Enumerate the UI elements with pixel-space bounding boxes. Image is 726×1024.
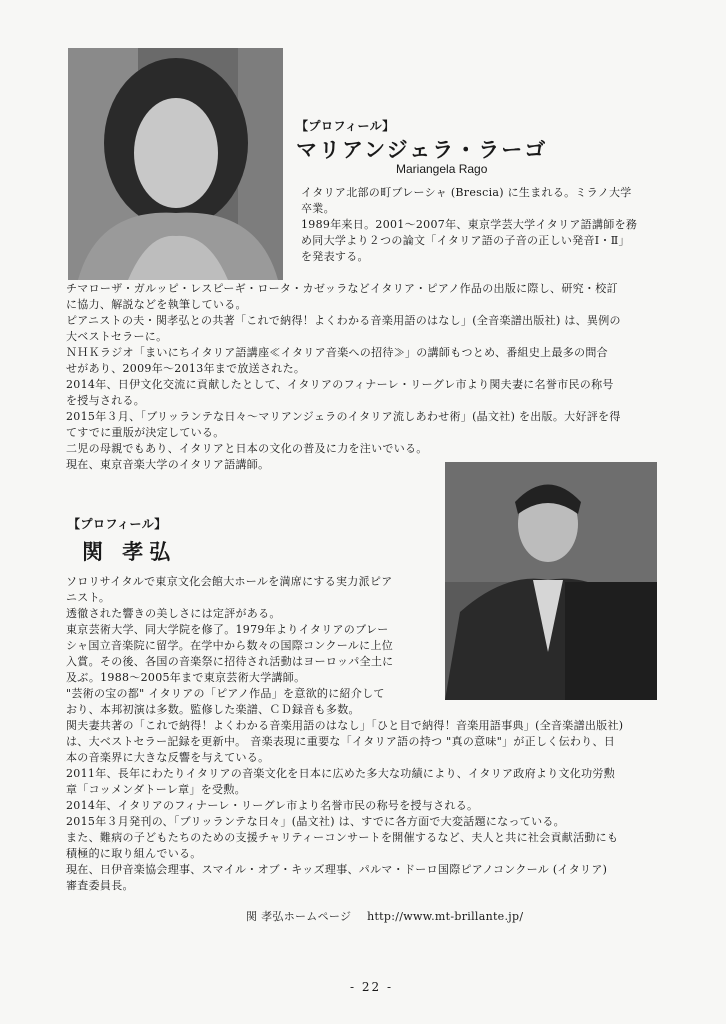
profile2-bio-short-line: ソロリサイタルで東京文化会館大ホールを満席にする実力派ピア [66, 575, 393, 588]
homepage-line [246, 908, 523, 924]
profile1-bio-long-line: せがあり、2009年〜2013年まで放送された。 [66, 362, 306, 375]
profile1-bio-long-line: チマローザ・ガルッピ・レスピーギ・ロータ・カゼッラなどイタリア・ピアノ作品の出版に際し、研究・校訂 [66, 282, 618, 295]
profile2-bio-long-line: 現在、日伊音楽協会理事、スマイル・オブ・キッズ理事、パルマ・ドーロ国際ピアノコンクール (イタリア) [66, 863, 608, 876]
profile2-bio-short-line: 透徹された響きの美しさには定評がある。 [66, 607, 281, 620]
profile1-bio-long-line: を授与される。 [66, 394, 146, 407]
profile2-bio-long-line: は、大ベストセラー記録を更新中。 音楽表現に重要な「イタリア語の持つ "真の意味"」が正しく伝わり、日 [66, 735, 616, 748]
profile1-bio-long-line: 大ベストセラーに。 [66, 330, 168, 343]
profile2-bio-short-line: 及ぶ。1988〜2005年まで東京芸術大学講師。 [66, 671, 306, 684]
profile1-bio-long-line: に協力、解説などを執筆している。 [66, 298, 247, 311]
profile2-bio-short-line: "芸術の宝の都" イタリアの「ピアノ作品」を意欲的に紹介して [66, 687, 385, 700]
profile2-bio-long-line: 2011年、長年にわたりイタリアの音楽文化を日本に広めた多大な功績により、イタリア政府より文化功労勲 [66, 767, 615, 780]
profile1-bio-long-line: 2015年３月、「ブリッランテな日々〜マリアンジェラのイタリア流しあわせ術」(晶文社) を出版。大好評を得 [66, 410, 621, 423]
profile2-bio-long-line: 2015年３月発刊の、「ブリッランテな日々」(晶文社) は、すでに各方面で大変話題になっている。 [66, 815, 565, 828]
homepage-url[interactable]: http://www.mt-brillante.jp/ [367, 910, 524, 923]
homepage-label: 関 孝弘ホームページ [246, 910, 352, 923]
profile1-bio-long-line: てすでに重版が決定している。 [66, 426, 225, 439]
profile1-bio-long-line: ピアニストの夫・関孝弘との共著「これで納得！よくわかる音楽用語のはなし」(全音楽譜出版社) は、異例の [66, 314, 621, 327]
profile1-name-ja: マリアンジェラ・ラーゴ [296, 138, 548, 162]
profile1-bio-long-line: 現在、東京音楽大学のイタリア語講師。 [66, 458, 270, 471]
profile2-bio-short-line: ニスト。 [66, 591, 111, 604]
profile1-bio-short-line: 1989年来日。2001〜2007年、東京学芸大学イタリア語講師を務 [301, 218, 638, 231]
profile2-bio-long-line: また、難病の子どもたちのための支援チャリティーコンサートを開催するなど、夫人と共に社会貢献活動にも [66, 831, 619, 844]
profile1-bio-long-line: ＮＨＫラジオ「まいにちイタリア語講座≪イタリア音楽への招待≫」の講師もつとめ、番組史上最多の問合 [66, 346, 608, 359]
profile2-bio-long-line: 章「コッメンダトーレ章」を受勲。 [66, 783, 246, 796]
profile1-bio-short [301, 185, 671, 265]
profile2-bio-long [66, 718, 666, 894]
profile2-bio-short-line: シャ国立音楽院に留学。在学中から数々の国際コンクールに上位 [66, 639, 394, 652]
profile1-bio-short-line: め同大学より２つの論文「イタリア語の子音の正しい発音Ⅰ・Ⅱ」 [301, 234, 630, 247]
takahiro-seki-photo [445, 462, 657, 700]
profile2-bio-long-line: 関夫妻共著の「これで納得！よくわかる音楽用語のはなし」「ひと目で納得！音楽用語事典」(全音楽譜出版社) [66, 719, 624, 732]
profile2-bio-long-line: 2014年、イタリアのフィナーレ・リーグレ市より名誉市民の称号を授与される。 [66, 799, 479, 812]
profile2-bio-short-line: 入賞。その後、各国の音楽祭に招待され活動はヨーロッパ全土に [66, 655, 394, 668]
profile2-name-ja: 関 孝弘 [82, 540, 177, 564]
mariangela-rago-photo [68, 48, 283, 280]
profile2-bio-short-line: 東京芸術大学、同大学院を修了。1979年よりイタリアのブレー [66, 623, 389, 636]
profile2-bio-short [66, 574, 441, 718]
profile2-bio-long-line: 審査委員長。 [66, 879, 134, 892]
page-number: - 22 - [350, 980, 394, 994]
profile1-bio-short-line: を発表する。 [301, 250, 369, 263]
profile2-bio-short-line: おり、本邦初演は多数。監修した楽譜、ＣＤ録音も多数。 [66, 703, 360, 716]
profile2-label: 【プロフィール】 [68, 517, 167, 531]
profile1-bio-short-line: 卒業。 [301, 202, 335, 215]
profile1-name-en: Mariangela Rago [396, 162, 488, 176]
profile2-bio-long-line: 本の音楽界に大きな反響を与えている。 [66, 751, 270, 764]
profile1-bio-long-line: 二児の母親でもあり、イタリアと日本の文化の普及に力を注いでいる。 [66, 442, 428, 455]
profile2-bio-long-line: 積極的に取り組んでいる。 [66, 847, 202, 860]
profile1-bio-long-line: 2014年、日伊文化交流に貢献したとして、イタリアのフィナーレ・リーグレ市より関夫妻に名誉市民の称号 [66, 378, 614, 391]
profile1-bio-short-line: イタリア北部の町ブレーシャ (Brescia) に生まれる。ミラノ大学 [301, 186, 632, 199]
profile1-bio-long [66, 281, 666, 473]
profile1-label: 【プロフィール】 [296, 119, 395, 133]
